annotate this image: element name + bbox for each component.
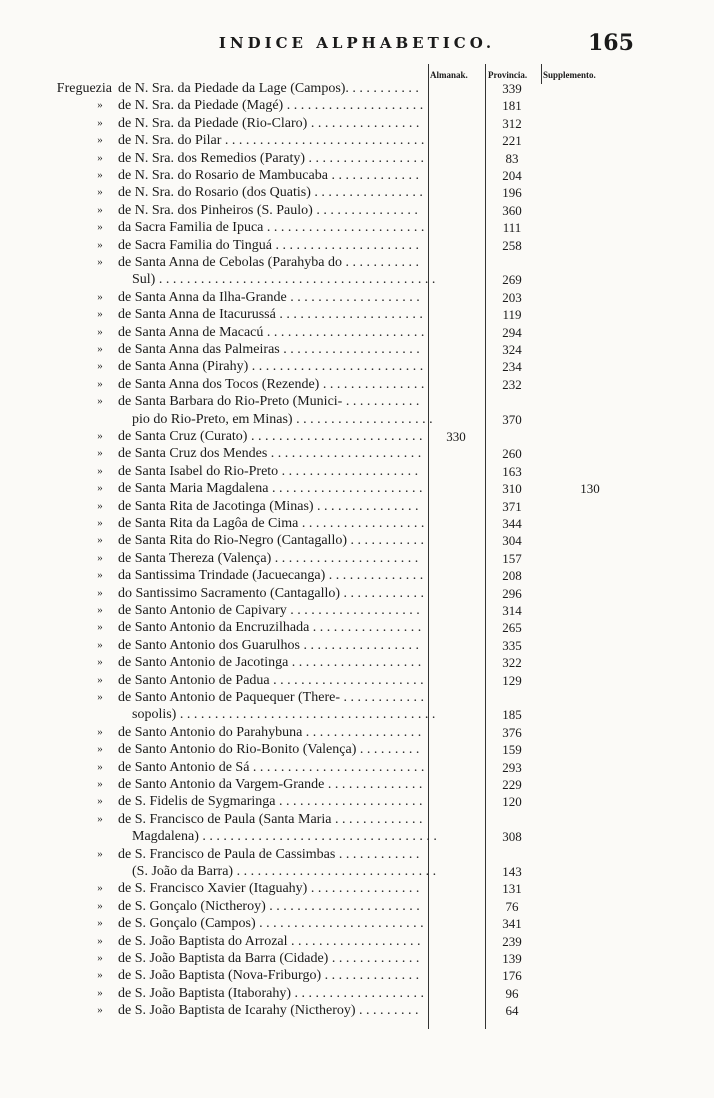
index-row [0, 654, 714, 671]
provincia-page: 234 [502, 359, 522, 375]
entry-name: de S. Fidelis de Sygmaringa . . . . . . . . . . . . . . . . . . . . . [118, 794, 423, 810]
provincia-page: 83 [505, 150, 519, 166]
provincia-page: 341 [502, 916, 522, 932]
index-row [0, 759, 714, 776]
entry-bullet: » [97, 377, 103, 390]
index-row [0, 411, 714, 428]
entry-name: (S. João da Barra) . . . . . . . . . . . . . . . . . . . . . . . . . . . . . [132, 864, 437, 879]
entry-name: de S. Francisco de Paula de Cassimbas . . . . . . . . . . . . [118, 846, 420, 862]
entry-bullet: » [97, 691, 103, 703]
index-row [0, 846, 714, 863]
entry-bullet: » [97, 343, 103, 355]
provincia-page: 322 [502, 655, 522, 671]
provincia-page: 229 [502, 777, 522, 792]
entry-bullet: » [97, 621, 103, 634]
entry-name: de Santa Isabel do Rio-Preto . . . . . . . . . . . . . . . . . . . . [118, 463, 419, 479]
index-row [0, 724, 714, 741]
index-row [0, 619, 714, 636]
entry-bullet: » [97, 795, 103, 808]
index-row [0, 515, 714, 532]
provincia-page: 96 [505, 985, 519, 1001]
index-row [0, 863, 714, 880]
provincia-page: 159 [502, 742, 522, 758]
provincia-page: 208 [502, 568, 522, 584]
entry-name: de Santo Antonio de Capivary . . . . . . . . . . . . . . . . . . . [118, 603, 420, 618]
index-row [0, 393, 714, 410]
index-row [0, 985, 714, 1002]
index-row [0, 602, 714, 619]
entry-bullet: » [97, 569, 103, 582]
provincia-page: 204 [502, 168, 522, 183]
entry-label: Freguezia [56, 81, 112, 96]
index-row [0, 811, 714, 828]
index-row [0, 132, 714, 149]
provincia-page: 221 [502, 133, 522, 149]
index-row [0, 776, 714, 793]
index-row [0, 237, 714, 254]
provincia-page: 314 [502, 603, 522, 618]
entry-name: de N. Sra. da Piedade da Lage (Campos). . . . . . . . . . . [118, 81, 419, 96]
entry-bullet: » [97, 986, 103, 999]
entry-bullet: » [97, 256, 103, 268]
entry-bullet: » [97, 917, 103, 930]
provincia-page: 310 [502, 481, 522, 497]
entry-bullet: » [97, 290, 103, 303]
provincia-page: 185 [502, 707, 522, 723]
index-row [0, 689, 714, 706]
entry-name: de S. João Baptista de Icarahy (Nictheroy) . . . . . . . . . [118, 1003, 419, 1019]
entry-bullet: » [97, 325, 103, 338]
entry-name: de S. João Baptista (Itaborahy) . . . . . . . . . . . . . . . . . . . [118, 985, 424, 1001]
index-row [0, 463, 714, 480]
entry-bullet: » [97, 360, 103, 373]
entry-bullet: » [97, 534, 103, 547]
entry-name: de N. Sra. do Pilar . . . . . . . . . . . . . . . . . . . . . . . . . . . . . [118, 133, 424, 149]
entry-bullet: » [97, 430, 103, 442]
provincia-page: 176 [502, 968, 522, 984]
index-row [0, 828, 714, 845]
entry-name: de Sacra Familia do Tinguá . . . . . . . . . . . . . . . . . . . . . [118, 237, 419, 253]
entry-name: Sul) . . . . . . . . . . . . . . . . . . . . . . . . . . . . . . . . . . . . . . . . [132, 272, 436, 288]
entry-bullet: » [97, 464, 103, 477]
entry-bullet: » [97, 499, 103, 512]
supplemento-page: 130 [580, 481, 600, 497]
provincia-page: 304 [502, 533, 522, 549]
provincia-page: 232 [502, 376, 522, 392]
entry-name: do Santissimo Sacramento (Cantagallo) . . . . . . . . . . . . [118, 585, 424, 601]
index-row [0, 289, 714, 306]
provincia-page: 163 [502, 463, 522, 479]
entry-bullet: » [97, 1004, 103, 1017]
entry-name: de Santo Antonio de Paquequer (There- . . . . . . . . . . . . [118, 690, 424, 705]
entry-bullet: » [97, 186, 103, 199]
index-row [0, 445, 714, 462]
entry-name: de Santo Antonio de Sá . . . . . . . . . . . . . . . . . . . . . . . . . [118, 759, 424, 775]
index-row [0, 741, 714, 758]
entry-bullet: » [97, 899, 103, 912]
entry-bullet: » [97, 169, 103, 181]
index-row [0, 967, 714, 984]
provincia-page: 371 [502, 498, 522, 514]
provincia-page: 296 [502, 585, 522, 601]
entry-name: Magdalena) . . . . . . . . . . . . . . . . . . . . . . . . . . . . . . . . . . [132, 829, 437, 845]
provincia-page: 64 [505, 1003, 519, 1019]
provincia-page: 293 [502, 759, 522, 775]
provincia-page: 376 [502, 724, 522, 740]
entry-bullet: » [97, 447, 103, 460]
entry-bullet: » [97, 99, 103, 112]
entry-name: de Santa Anna das Palmeiras . . . . . . . . . . . . . . . . . . . . [118, 342, 420, 357]
entry-name: pio do Rio-Preto, em Minas) . . . . . . . . . . . . . . . . . . . . [132, 411, 433, 427]
index-row [0, 324, 714, 341]
entry-bullet: » [97, 482, 103, 495]
provincia-page: 335 [502, 637, 522, 653]
entry-name: de N. Sra. do Rosario (dos Quatis) . . . . . . . . . . . . . . . . [118, 185, 423, 201]
index-row [0, 567, 714, 584]
index-row [0, 915, 714, 932]
provincia-page: 131 [502, 881, 522, 897]
provincia-page: 120 [502, 794, 522, 810]
entry-bullet: » [97, 203, 103, 216]
entry-bullet: » [97, 934, 103, 947]
index-row [0, 585, 714, 602]
entry-name: de Santa Rita de Jacotinga (Minas) . . . . . . . . . . . . . . . [118, 498, 419, 514]
column-header-provincia: Provincia. [488, 70, 528, 80]
index-row [0, 532, 714, 549]
entry-name: de N. Sra. dos Pinheiros (S. Paulo) . . . . . . . . . . . . . . . [118, 202, 418, 218]
column-header-supplemento: Supplemento. [543, 70, 596, 80]
index-row [0, 428, 714, 445]
entry-bullet: » [97, 969, 103, 982]
entry-name: de N. Sra. da Piedade (Magé) . . . . . . . . . . . . . . . . . . . . [118, 98, 424, 114]
provincia-page: 76 [505, 898, 519, 914]
entry-bullet: » [97, 586, 103, 599]
index-row [0, 306, 714, 323]
entry-name: de Santa Anna (Pirahy) . . . . . . . . . . . . . . . . . . . . . . . . . [118, 359, 424, 375]
entry-bullet: » [97, 882, 103, 895]
provincia-page: 344 [502, 516, 522, 531]
entry-name: de S. João Baptista da Barra (Cidade) . . . . . . . . . . . . . [118, 951, 420, 966]
index-row [0, 933, 714, 950]
entry-bullet: » [97, 238, 103, 251]
entry-name: de Santa Anna de Itacurussá . . . . . . . . . . . . . . . . . . . . . [118, 307, 423, 323]
entry-name: de Santa Rita da Lagôa de Cima . . . . . . . . . . . . . . . . . . [118, 516, 424, 531]
entry-name: de S. Francisco de Paula (Santa Maria . . . . . . . . . . . . . [118, 811, 423, 827]
entry-name: de Santa Anna de Cebolas (Parahyba do . . . . . . . . . . . [118, 255, 419, 270]
entry-name: de Santo Antonio do Rio-Bonito (Valença) . . . . . . . . . [118, 742, 420, 758]
provincia-page: 294 [502, 324, 522, 340]
index-row [0, 97, 714, 114]
index-row [0, 358, 714, 375]
entry-bullet: » [97, 743, 103, 756]
provincia-page: 157 [502, 550, 522, 566]
index-row [0, 898, 714, 915]
entry-bullet: » [97, 116, 103, 129]
entry-name: de Santo Antonio da Encruzilhada . . . . . . . . . . . . . . . . [118, 620, 422, 636]
provincia-page: 143 [502, 864, 522, 879]
provincia-page: 111 [502, 220, 522, 236]
entry-bullet: » [97, 760, 103, 773]
entry-name: de N. Sra. da Piedade (Rio-Claro) . . . . . . . . . . . . . . . . [118, 115, 420, 131]
index-row [0, 115, 714, 132]
entry-name: de Santa Rita do Rio-Negro (Cantagallo) . . . . . . . . . . . [118, 533, 424, 549]
entry-name: de Santo Antonio da Vargem-Grande . . . . . . . . . . . . . . [118, 777, 423, 792]
provincia-page: 196 [502, 185, 522, 201]
entry-name: de Santa Thereza (Valença) . . . . . . . . . . . . . . . . . . . . . [118, 550, 419, 566]
entry-name: de S. Gonçalo (Campos) . . . . . . . . . . . . . . . . . . . . . . . . [118, 916, 424, 932]
index-row [0, 637, 714, 654]
entry-bullet: » [97, 656, 103, 669]
provincia-page: 203 [502, 289, 522, 305]
entry-name: de N. Sra. do Rosario de Mambucaba . . . . . . . . . . . . . [118, 168, 419, 183]
index-row [0, 1002, 714, 1019]
entry-name: de Santa Cruz (Curato) . . . . . . . . . . . . . . . . . . . . . . . . . [118, 429, 423, 444]
provincia-page: 312 [502, 115, 522, 131]
entry-name: de N. Sra. dos Remedios (Paraty) . . . . . . . . . . . . . . . . . [118, 150, 424, 166]
provincia-page: 308 [502, 829, 522, 845]
index-row [0, 341, 714, 358]
provincia-page: 181 [502, 98, 522, 114]
entry-bullet: » [97, 725, 103, 738]
index-row [0, 672, 714, 689]
entry-name: de Santa Anna de Macacú . . . . . . . . . . . . . . . . . . . . . . . [118, 324, 424, 340]
entry-name: de Santo Antonio de Jacotinga . . . . . . . . . . . . . . . . . . . [118, 655, 422, 671]
entry-name: de Santa Anna da Ilha-Grande . . . . . . . . . . . . . . . . . . . [118, 289, 420, 305]
entry-bullet: » [97, 638, 103, 651]
entry-name: de S. Gonçalo (Nictheroy) . . . . . . . . . . . . . . . . . . . . . . [118, 898, 420, 914]
entry-name: de Santo Antonio dos Guarulhos . . . . . . . . . . . . . . . . . [118, 637, 419, 653]
index-row [0, 480, 714, 497]
entry-name: de S. João Baptista (Nova-Friburgo) . . . . . . . . . . . . . . [118, 968, 420, 984]
index-row [0, 80, 714, 97]
entry-bullet: » [97, 221, 103, 234]
column-header-almanak: Almanak. [430, 70, 468, 80]
provincia-page: 239 [502, 933, 522, 949]
entry-name: de Santa Barbara do Rio-Preto (Munici- . . . . . . . . . . . [118, 394, 420, 410]
provincia-page: 324 [502, 342, 522, 357]
index-row [0, 706, 714, 723]
entry-name: de Santo Antonio do Parahybuna . . . . . . . . . . . . . . . . . [118, 724, 422, 740]
index-row [0, 219, 714, 236]
provincia-page: 370 [502, 411, 522, 427]
entry-bullet: » [97, 517, 103, 529]
entry-name: da Sacra Familia de Ipuca . . . . . . . . . . . . . . . . . . . . . . . [118, 220, 424, 236]
index-row [0, 376, 714, 393]
index-row [0, 254, 714, 271]
entry-bullet: » [97, 551, 103, 564]
index-row [0, 184, 714, 201]
entry-name: de Santa Maria Magdalena . . . . . . . . . . . . . . . . . . . . . . [118, 481, 423, 497]
entry-name: de S. João Baptista do Arrozal . . . . . . . . . . . . . . . . . . . [118, 933, 421, 949]
entry-bullet: » [97, 308, 103, 321]
provincia-page: 119 [502, 307, 522, 323]
page-number: 165 [588, 30, 634, 56]
entry-bullet: » [97, 847, 103, 860]
entry-name: de Santa Anna dos Tocos (Rezende) . . . . . . . . . . . . . . . [118, 376, 424, 392]
provincia-page: 265 [502, 620, 522, 636]
provincia-page: 258 [502, 237, 522, 253]
index-row [0, 167, 714, 184]
entry-name: de Santa Cruz dos Mendes . . . . . . . . . . . . . . . . . . . . . . [118, 446, 422, 462]
entry-bullet: » [97, 812, 103, 825]
index-row [0, 150, 714, 167]
page-title: INDICE ALPHABETICO. [218, 34, 496, 52]
index-row [0, 793, 714, 810]
index-row [0, 498, 714, 515]
entry-name: de S. Francisco Xavier (Itaguahy) . . . . . . . . . . . . . . . . [118, 881, 420, 897]
entry-bullet: » [97, 604, 103, 616]
entry-name: sopolis) . . . . . . . . . . . . . . . . . . . . . . . . . . . . . . . . . . . . . [132, 707, 436, 723]
provincia-page: 339 [502, 81, 522, 96]
entry-bullet: » [97, 134, 103, 147]
index-row [0, 880, 714, 897]
entry-name: de Santo Antonio de Padua . . . . . . . . . . . . . . . . . . . . . . [118, 672, 424, 688]
index-row [0, 550, 714, 567]
index-row [0, 271, 714, 288]
provincia-page: 360 [502, 202, 522, 218]
entry-bullet: » [97, 151, 103, 164]
entry-bullet: » [97, 952, 103, 964]
provincia-page: 129 [502, 672, 522, 688]
provincia-page: 139 [502, 951, 522, 966]
provincia-page: 260 [502, 446, 522, 462]
almanak-page: 330 [446, 429, 466, 444]
index-row [0, 202, 714, 219]
entry-bullet: » [97, 395, 103, 408]
provincia-page: 269 [502, 272, 522, 288]
entry-name: da Santissima Trindade (Jacuecanga) . . . . . . . . . . . . . . [118, 568, 424, 584]
entry-bullet: » [97, 778, 103, 790]
index-row [0, 950, 714, 967]
entry-bullet: » [97, 673, 103, 686]
